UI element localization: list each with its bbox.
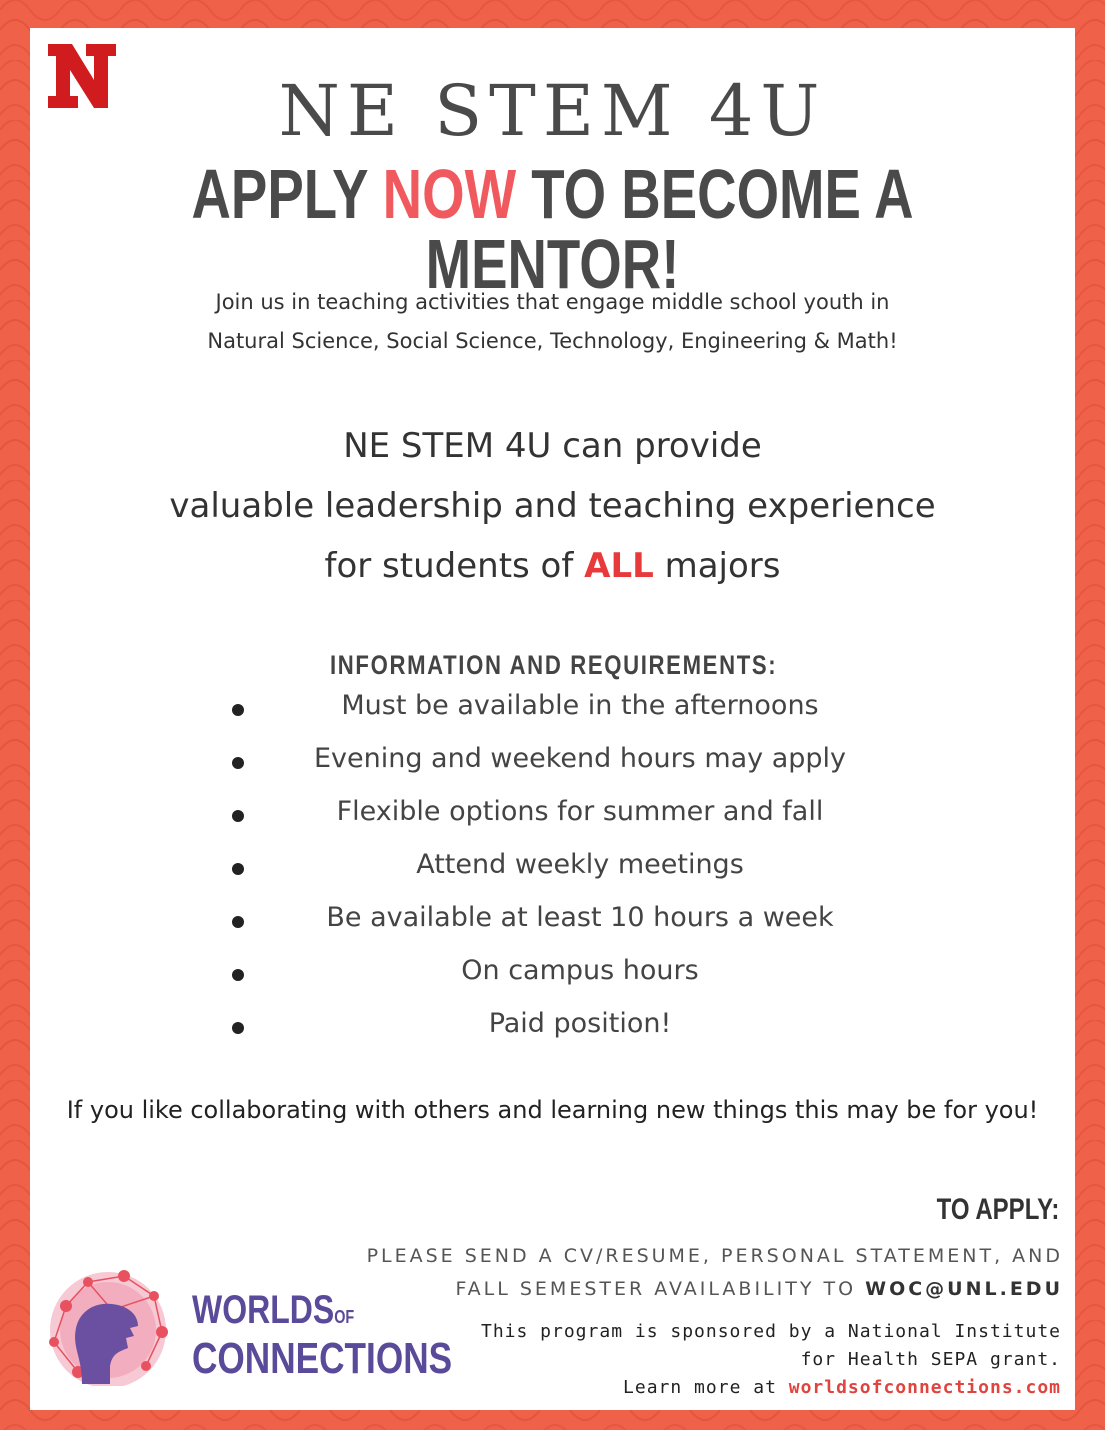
website-link[interactable]: worldsofconnections.com (788, 1377, 1061, 1398)
list-item (30, 892, 1075, 945)
apply-heading: TO APPLY: (936, 1193, 1059, 1226)
sponsor-line-3-prefix: Learn more at (623, 1377, 789, 1398)
apply-line-1: PLEASE SEND A CV/RESUME, PERSONAL STATEMENT, AND (366, 1245, 1063, 1267)
provide-line-2: valuable leadership and teaching experience (169, 486, 936, 526)
requirements-list (30, 680, 1075, 1051)
headline-accent: NOW (382, 155, 517, 233)
closing-text: If you like collaborating with others and learning new things this may be for you! (66, 1096, 1039, 1124)
list-item (30, 733, 1075, 786)
list-item (30, 786, 1075, 839)
sponsor-line-2: for Health SEPA grant. (800, 1349, 1061, 1370)
bullet-icon (232, 863, 244, 875)
requirement-text: Paid position! (488, 1008, 672, 1039)
apply-line-2 (367, 1273, 1063, 1306)
provide-line-3-prefix: for students of (324, 546, 585, 586)
wordmark-of: OF (334, 1307, 355, 1327)
bullet-icon (232, 969, 244, 981)
bullet-icon (232, 757, 244, 769)
requirement-text: Evening and weekend hours may apply (313, 743, 847, 774)
sponsor-text (481, 1318, 1061, 1402)
wordmark-line-1: WORLDS (192, 1288, 335, 1332)
provide-line-1: NE STEM 4U can provide (343, 426, 762, 466)
bullet-icon (232, 810, 244, 822)
provide-line-3-suffix: majors (653, 546, 781, 586)
list-item (30, 839, 1075, 892)
list-item (30, 680, 1075, 733)
intro-text (30, 283, 1075, 361)
headline-part2: TO BECOME A MENTOR! (425, 155, 914, 303)
intro-line-1: Join us in teaching activities that engage middle school youth in (215, 290, 890, 314)
apply-line-2-prefix: FALL SEMESTER AVAILABILITY TO (455, 1278, 866, 1300)
headline-part1: APPLY (191, 155, 383, 233)
flyer-page (30, 28, 1075, 1410)
requirement-text: Must be available in the afternoons (341, 690, 819, 721)
requirement-text: Be available at least 10 hours a week (326, 902, 834, 933)
sponsor-line-3 (481, 1374, 1061, 1402)
bullet-icon (232, 704, 244, 716)
requirement-text: Flexible options for summer and fall (336, 796, 824, 827)
wordmark-line-2: CONNECTIONS (192, 1334, 453, 1383)
provide-line-3 (30, 536, 1075, 596)
apply-email-link[interactable]: WOC@UNL.EDU (865, 1278, 1063, 1300)
requirement-text: On campus hours (461, 955, 699, 986)
apply-instructions (367, 1240, 1063, 1306)
bullet-icon (232, 916, 244, 928)
sponsor-line-1: This program is sponsored by a National Institute (480, 1321, 1061, 1342)
provide-statement (30, 416, 1075, 596)
requirements-heading: INFORMATION AND REQUIREMENTS: (330, 650, 778, 680)
list-item (30, 998, 1075, 1051)
provide-line-3-accent: ALL (584, 546, 654, 586)
intro-line-2: Natural Science, Social Science, Technology, Engineering & Math! (207, 329, 898, 353)
bullet-icon (232, 1022, 244, 1034)
program-title: NE STEM 4U (278, 70, 827, 152)
list-item (30, 945, 1075, 998)
requirement-text: Attend weekly meetings (416, 849, 744, 880)
worlds-of-connections-wordmark (192, 1290, 452, 1381)
